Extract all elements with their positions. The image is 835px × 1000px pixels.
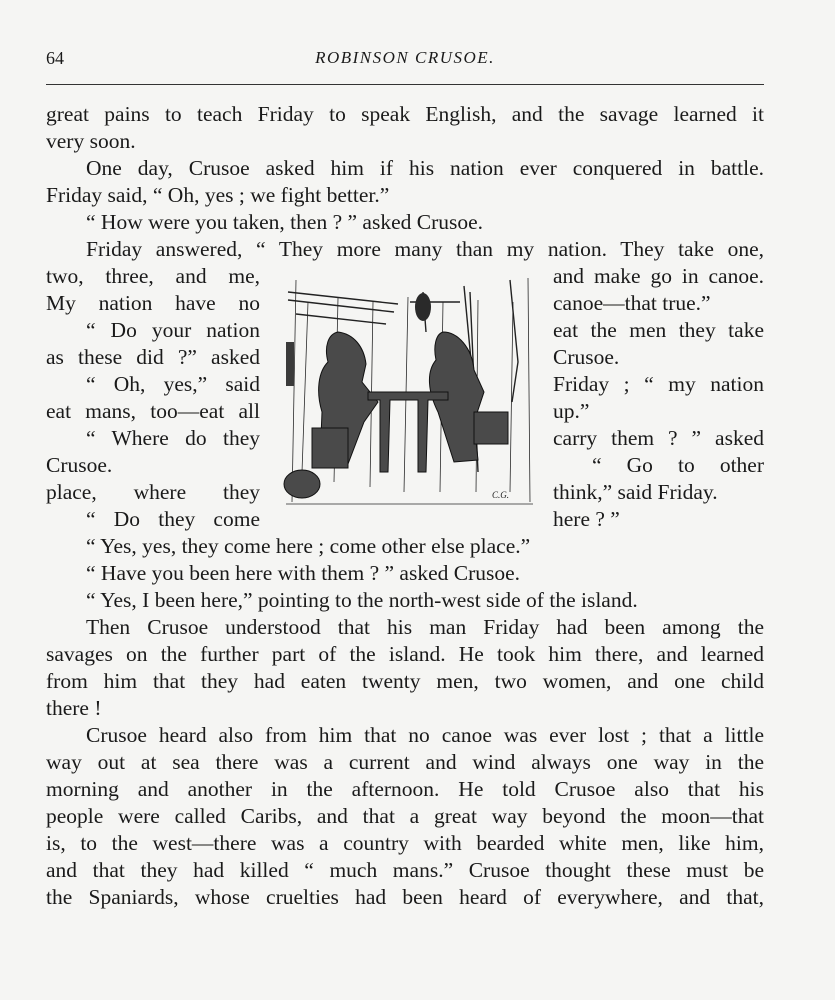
text-line: up.” xyxy=(553,399,590,423)
crate-seat xyxy=(474,412,508,444)
text-line: people were called Caribs, and that a great way beyond the moon—that xyxy=(46,804,764,828)
text-line: as these did ?” asked xyxy=(46,345,260,369)
text-line: and make go in canoe. xyxy=(553,264,764,288)
header-rule xyxy=(46,84,764,85)
page-header xyxy=(46,48,764,78)
hanging-object-icon xyxy=(286,342,294,386)
text-line: great pains to teach Friday to speak English, and the savage learned it xyxy=(46,102,764,126)
text-line: carry them ? ” asked xyxy=(553,426,764,450)
parrot-icon xyxy=(415,293,431,321)
text-line: “ Do they come xyxy=(86,507,260,531)
text-line: Crusoe. xyxy=(553,345,620,369)
text-line: and that they had killed “ much mans.” Crusoe thought these must be xyxy=(46,858,764,882)
text-line: Friday ; “ my nation xyxy=(553,372,764,396)
text-line: here ? ” xyxy=(553,507,620,531)
text-line: “ Have you been here with them ? ” asked Crusoe. xyxy=(86,561,521,585)
text-line: place, where they xyxy=(46,480,260,504)
text-line: “ How were you taken, then ? ” asked Crusoe. xyxy=(86,210,484,234)
text-line: morning and another in the afternoon. He told Crusoe also that his xyxy=(46,777,764,801)
text-line: “ Go to other xyxy=(592,453,764,477)
text-line: think,” said Friday. xyxy=(553,480,718,504)
page-number: 64 xyxy=(46,48,64,68)
barrel-seat xyxy=(312,428,348,468)
text-line: “ Oh, yes,” said xyxy=(86,372,260,396)
text-line: way out at sea there was a current and wind always one way in the xyxy=(46,750,764,774)
text-line: Crusoe heard also from him that no canoe was ever lost ; that a little xyxy=(86,723,764,747)
running-title: ROBINSON CRUSOE. xyxy=(315,48,495,67)
text-line: from him that they had eaten twenty men, two women, and one child xyxy=(46,669,764,693)
crusoe-friday-illustration xyxy=(278,272,540,512)
text-line: Crusoe. xyxy=(46,453,113,477)
text-line: savages on the further part of the island. He took him there, and learned xyxy=(46,642,764,666)
text-line: Then Crusoe understood that his man Friday had been among the xyxy=(86,615,764,639)
pot-icon xyxy=(284,470,320,498)
text-line: One day, Crusoe asked him if his nation ever conquered in battle. xyxy=(86,156,764,180)
text-line: very soon. xyxy=(46,129,136,153)
text-line: “ Yes, yes, they come here ; come other else place.” xyxy=(86,534,531,558)
artist-signature: C.G. xyxy=(492,490,510,500)
text-line: “ Do your nation xyxy=(86,318,260,342)
text-line: two, three, and me, xyxy=(46,264,260,288)
text-line: My nation have no xyxy=(46,291,260,315)
text-line: the Spaniards, whose cruelties had been heard of everywhere, and that, xyxy=(46,885,764,909)
text-line: eat the men they take xyxy=(553,318,764,342)
text-line: is, to the west—there was a country with bearded white men, like him, xyxy=(46,831,764,855)
text-line: there ! xyxy=(46,696,102,720)
text-line: “ Where do they xyxy=(86,426,260,450)
text-line: canoe—that true.” xyxy=(553,291,711,315)
text-line: Friday answered, “ They more many than my nation. They take one, xyxy=(86,237,764,261)
text-line: “ Yes, I been here,” pointing to the north-west side of the island. xyxy=(86,588,638,612)
text-line: Friday said, “ Oh, yes ; we fight better.” xyxy=(46,183,390,207)
text-line: eat mans, too—eat all xyxy=(46,399,260,423)
